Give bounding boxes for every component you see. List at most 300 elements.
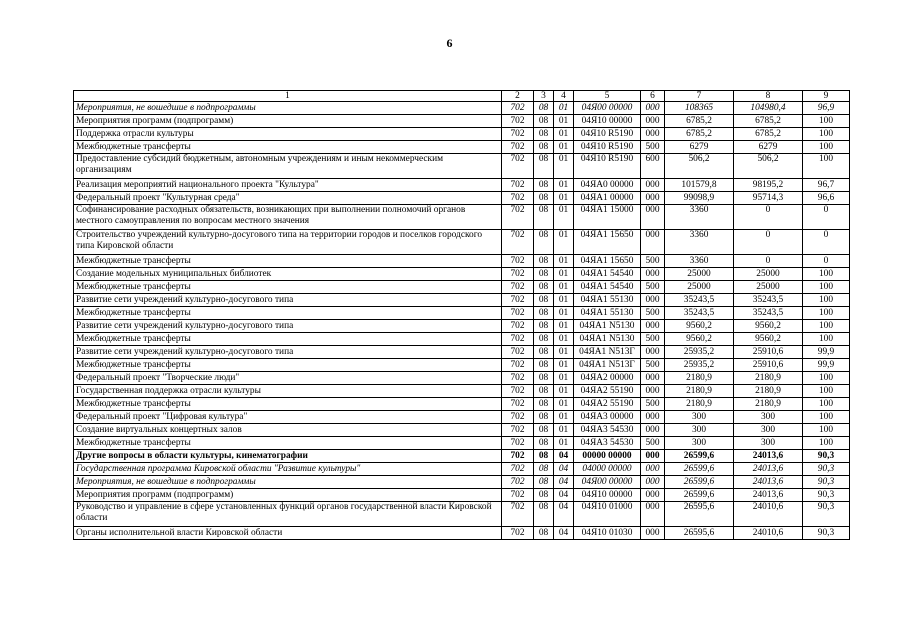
row-ministry-code-cell: 702	[502, 141, 534, 154]
row-target-article-cell: 04Я10 01030	[574, 527, 641, 540]
row-section-cell: 08	[534, 154, 554, 179]
row-ministry-code-cell: 702	[502, 527, 534, 540]
row-expense-type-cell: 000	[641, 385, 665, 398]
row-executed-amount-cell: 9560,2	[734, 333, 803, 346]
row-executed-amount-cell: 0	[734, 255, 803, 268]
row-subsection-cell: 04	[554, 463, 574, 476]
row-expense-type-cell: 000	[641, 268, 665, 281]
row-execution-percent-cell: 100	[803, 294, 850, 307]
row-subsection-cell: 01	[554, 359, 574, 372]
row-expense-type-cell: 000	[641, 102, 665, 115]
row-ministry-code-cell: 702	[502, 268, 534, 281]
row-ministry-code-cell: 702	[502, 476, 534, 489]
row-planned-amount-cell: 26595,6	[665, 527, 734, 540]
row-execution-percent-cell: 90,3	[803, 476, 850, 489]
row-executed-amount-cell: 2180,9	[734, 372, 803, 385]
row-section-cell: 08	[534, 128, 554, 141]
row-expense-type-cell: 500	[641, 255, 665, 268]
row-name-cell: Межбюджетные трансферты	[74, 437, 502, 450]
row-section-cell: 08	[534, 205, 554, 230]
row-executed-amount-cell: 24013,6	[734, 476, 803, 489]
table-row	[74, 128, 850, 141]
table-row	[74, 398, 850, 411]
row-executed-amount-cell: 6785,2	[734, 115, 803, 128]
row-name-cell: Строительство учреждений культурно-досугового типа на территории городов и поселков городского типа Кировской области	[74, 230, 502, 255]
row-ministry-code-cell: 702	[502, 128, 534, 141]
row-target-article-cell: 04ЯА3 54530	[574, 437, 641, 450]
row-executed-amount-cell: 0	[734, 205, 803, 230]
row-target-article-cell: 04Я10 00000	[574, 115, 641, 128]
row-target-article-cell: 04ЯА2 55190	[574, 398, 641, 411]
row-subsection-cell: 01	[554, 154, 574, 179]
row-execution-percent-cell: 0	[803, 205, 850, 230]
table-row	[74, 179, 850, 192]
row-execution-percent-cell: 100	[803, 333, 850, 346]
row-execution-percent-cell: 96,6	[803, 192, 850, 205]
row-section-cell: 08	[534, 307, 554, 320]
row-ministry-code-cell: 702	[502, 346, 534, 359]
row-ministry-code-cell: 702	[502, 115, 534, 128]
row-executed-amount-cell: 2180,9	[734, 398, 803, 411]
row-execution-percent-cell: 100	[803, 281, 850, 294]
row-executed-amount-cell: 6279	[734, 141, 803, 154]
row-section-cell: 08	[534, 385, 554, 398]
row-subsection-cell: 01	[554, 437, 574, 450]
row-execution-percent-cell: 96,7	[803, 179, 850, 192]
row-execution-percent-cell: 96,9	[803, 102, 850, 115]
row-target-article-cell: 04ЯА1 N5130	[574, 333, 641, 346]
table-row	[74, 463, 850, 476]
row-expense-type-cell: 000	[641, 192, 665, 205]
row-section-cell: 08	[534, 372, 554, 385]
table-row	[74, 205, 850, 230]
row-executed-amount-cell: 35243,5	[734, 294, 803, 307]
row-name-cell: Органы исполнительной власти Кировской области	[74, 527, 502, 540]
row-name-cell: Создание модельных муниципальных библиотек	[74, 268, 502, 281]
row-executed-amount-cell: 6785,2	[734, 128, 803, 141]
table-row	[74, 489, 850, 502]
row-subsection-cell: 01	[554, 385, 574, 398]
row-section-cell: 08	[534, 359, 554, 372]
table-row	[74, 307, 850, 320]
row-executed-amount-cell: 104980,4	[734, 102, 803, 115]
row-planned-amount-cell: 9560,2	[665, 333, 734, 346]
row-planned-amount-cell: 26595,6	[665, 502, 734, 527]
row-planned-amount-cell: 25935,2	[665, 346, 734, 359]
row-section-cell: 08	[534, 476, 554, 489]
row-subsection-cell: 01	[554, 115, 574, 128]
table-row	[74, 115, 850, 128]
row-name-cell: Мероприятия, не вошедшие в подпрограммы	[74, 476, 502, 489]
row-execution-percent-cell: 0	[803, 230, 850, 255]
row-target-article-cell: 04ЯА2 00000	[574, 372, 641, 385]
row-target-article-cell: 04ЯА1 15650	[574, 230, 641, 255]
row-name-cell: Руководство и управление в сфере установленных функций органов государственной власти Кировской области	[74, 502, 502, 527]
row-subsection-cell: 01	[554, 102, 574, 115]
row-ministry-code-cell: 702	[502, 333, 534, 346]
row-ministry-code-cell: 702	[502, 255, 534, 268]
row-ministry-code-cell: 702	[502, 385, 534, 398]
row-name-cell: Межбюджетные трансферты	[74, 307, 502, 320]
row-subsection-cell: 01	[554, 179, 574, 192]
row-expense-type-cell: 000	[641, 411, 665, 424]
row-ministry-code-cell: 702	[502, 424, 534, 437]
header-cell: 2	[502, 91, 534, 102]
row-planned-amount-cell: 101579,8	[665, 179, 734, 192]
row-expense-type-cell: 000	[641, 294, 665, 307]
row-section-cell: 08	[534, 294, 554, 307]
row-section-cell: 08	[534, 333, 554, 346]
row-executed-amount-cell: 25910,6	[734, 346, 803, 359]
row-expense-type-cell: 000	[641, 320, 665, 333]
row-subsection-cell: 04	[554, 502, 574, 527]
row-expense-type-cell: 500	[641, 281, 665, 294]
row-executed-amount-cell: 95714,3	[734, 192, 803, 205]
row-section-cell: 08	[534, 527, 554, 540]
row-planned-amount-cell: 6279	[665, 141, 734, 154]
row-subsection-cell: 01	[554, 192, 574, 205]
row-target-article-cell: 00000 00000	[574, 450, 641, 463]
row-execution-percent-cell: 100	[803, 372, 850, 385]
row-ministry-code-cell: 702	[502, 463, 534, 476]
row-name-cell: Межбюджетные трансферты	[74, 398, 502, 411]
row-executed-amount-cell: 300	[734, 411, 803, 424]
row-name-cell: Государственная поддержка отрасли культуры	[74, 385, 502, 398]
row-executed-amount-cell: 24013,6	[734, 489, 803, 502]
row-expense-type-cell: 500	[641, 359, 665, 372]
row-expense-type-cell: 000	[641, 463, 665, 476]
row-section-cell: 08	[534, 502, 554, 527]
table-row	[74, 230, 850, 255]
row-planned-amount-cell: 3360	[665, 255, 734, 268]
row-executed-amount-cell: 35243,5	[734, 307, 803, 320]
row-subsection-cell: 01	[554, 307, 574, 320]
row-planned-amount-cell: 35243,5	[665, 294, 734, 307]
row-planned-amount-cell: 108365	[665, 102, 734, 115]
row-target-article-cell: 04Я00 00000	[574, 102, 641, 115]
row-execution-percent-cell: 100	[803, 411, 850, 424]
row-executed-amount-cell: 9560,2	[734, 320, 803, 333]
row-execution-percent-cell: 90,3	[803, 463, 850, 476]
row-expense-type-cell: 500	[641, 333, 665, 346]
row-planned-amount-cell: 26599,6	[665, 463, 734, 476]
row-subsection-cell: 04	[554, 489, 574, 502]
row-target-article-cell: 04ЯА1 N513Г	[574, 346, 641, 359]
table-row	[74, 476, 850, 489]
row-executed-amount-cell: 98195,2	[734, 179, 803, 192]
row-planned-amount-cell: 300	[665, 411, 734, 424]
row-ministry-code-cell: 702	[502, 294, 534, 307]
row-name-cell: Федеральный проект "Творческие люди"	[74, 372, 502, 385]
row-execution-percent-cell: 90,3	[803, 489, 850, 502]
row-executed-amount-cell: 24010,6	[734, 527, 803, 540]
row-execution-percent-cell: 0	[803, 255, 850, 268]
header-cell: 4	[554, 91, 574, 102]
header-cell: 3	[534, 91, 554, 102]
row-expense-type-cell: 000	[641, 115, 665, 128]
row-target-article-cell: 04ЯА1 15650	[574, 255, 641, 268]
row-name-cell: Межбюджетные трансферты	[74, 333, 502, 346]
row-section-cell: 08	[534, 255, 554, 268]
row-target-article-cell: 04Я10 R5190	[574, 154, 641, 179]
row-subsection-cell: 01	[554, 281, 574, 294]
table-row	[74, 192, 850, 205]
row-planned-amount-cell: 506,2	[665, 154, 734, 179]
row-executed-amount-cell: 506,2	[734, 154, 803, 179]
row-planned-amount-cell: 9560,2	[665, 320, 734, 333]
row-section-cell: 08	[534, 268, 554, 281]
row-planned-amount-cell: 99098,9	[665, 192, 734, 205]
header-cell: 5	[574, 91, 641, 102]
row-execution-percent-cell: 100	[803, 115, 850, 128]
row-ministry-code-cell: 702	[502, 489, 534, 502]
row-execution-percent-cell: 90,3	[803, 502, 850, 527]
table-row	[74, 102, 850, 115]
row-name-cell: Реализация мероприятий национального проекта "Культура"	[74, 179, 502, 192]
table-row	[74, 141, 850, 154]
row-execution-percent-cell: 100	[803, 424, 850, 437]
table-row	[74, 437, 850, 450]
row-ministry-code-cell: 702	[502, 359, 534, 372]
row-ministry-code-cell: 702	[502, 205, 534, 230]
row-target-article-cell: 04ЯА1 N513Г	[574, 359, 641, 372]
row-section-cell: 08	[534, 141, 554, 154]
row-subsection-cell: 01	[554, 268, 574, 281]
row-name-cell: Софинансирование расходных обязательств, возникающих при выполнении полномочий органов местного самоуправления по вопросам местного значения	[74, 205, 502, 230]
row-ministry-code-cell: 702	[502, 230, 534, 255]
page-number: 6	[446, 36, 453, 50]
row-planned-amount-cell: 2180,9	[665, 398, 734, 411]
row-execution-percent-cell: 100	[803, 307, 850, 320]
table-row	[74, 294, 850, 307]
row-ministry-code-cell: 702	[502, 192, 534, 205]
row-section-cell: 08	[534, 281, 554, 294]
row-expense-type-cell: 500	[641, 307, 665, 320]
row-target-article-cell: 04ЯА1 00000	[574, 192, 641, 205]
row-target-article-cell: 04Я10 R5190	[574, 128, 641, 141]
row-expense-type-cell: 000	[641, 205, 665, 230]
row-execution-percent-cell: 100	[803, 385, 850, 398]
table-row	[74, 411, 850, 424]
row-target-article-cell: 04ЯА3 00000	[574, 411, 641, 424]
row-ministry-code-cell: 702	[502, 154, 534, 179]
row-subsection-cell: 01	[554, 141, 574, 154]
row-name-cell: Межбюджетные трансферты	[74, 281, 502, 294]
row-target-article-cell: 04ЯА1 15000	[574, 205, 641, 230]
row-ministry-code-cell: 702	[502, 398, 534, 411]
row-execution-percent-cell: 99,9	[803, 359, 850, 372]
row-executed-amount-cell: 24013,6	[734, 450, 803, 463]
table-row	[74, 281, 850, 294]
row-target-article-cell: 04ЯА1 54540	[574, 268, 641, 281]
table-row	[74, 502, 850, 527]
row-section-cell: 08	[534, 424, 554, 437]
row-name-cell: Федеральный проект "Культурная среда"	[74, 192, 502, 205]
row-target-article-cell: 04ЯА3 54530	[574, 424, 641, 437]
table-row	[74, 154, 850, 179]
row-ministry-code-cell: 702	[502, 450, 534, 463]
table-row	[74, 372, 850, 385]
table-row	[74, 527, 850, 540]
row-expense-type-cell: 500	[641, 437, 665, 450]
row-executed-amount-cell: 25000	[734, 268, 803, 281]
row-execution-percent-cell: 99,9	[803, 346, 850, 359]
row-planned-amount-cell: 3360	[665, 230, 734, 255]
row-planned-amount-cell: 26599,6	[665, 476, 734, 489]
row-section-cell: 08	[534, 346, 554, 359]
row-planned-amount-cell: 25000	[665, 268, 734, 281]
row-expense-type-cell: 000	[641, 346, 665, 359]
row-planned-amount-cell: 25935,2	[665, 359, 734, 372]
table-row	[74, 333, 850, 346]
row-planned-amount-cell: 6785,2	[665, 115, 734, 128]
row-target-article-cell: 04000 00000	[574, 463, 641, 476]
header-cell: 8	[734, 91, 803, 102]
header-cell: 6	[641, 91, 665, 102]
row-section-cell: 08	[534, 411, 554, 424]
row-ministry-code-cell: 702	[502, 411, 534, 424]
row-target-article-cell: 04ЯА1 55130	[574, 307, 641, 320]
row-subsection-cell: 01	[554, 398, 574, 411]
row-subsection-cell: 01	[554, 128, 574, 141]
row-subsection-cell: 01	[554, 372, 574, 385]
row-expense-type-cell: 000	[641, 527, 665, 540]
row-name-cell: Поддержка отрасли культуры	[74, 128, 502, 141]
row-executed-amount-cell: 25000	[734, 281, 803, 294]
row-execution-percent-cell: 100	[803, 128, 850, 141]
row-section-cell: 08	[534, 463, 554, 476]
row-name-cell: Межбюджетные трансферты	[74, 141, 502, 154]
row-planned-amount-cell: 300	[665, 424, 734, 437]
row-execution-percent-cell: 100	[803, 398, 850, 411]
row-executed-amount-cell: 2180,9	[734, 385, 803, 398]
row-target-article-cell: 04ЯА1 54540	[574, 281, 641, 294]
row-target-article-cell: 04Я10 00000	[574, 489, 641, 502]
row-planned-amount-cell: 300	[665, 437, 734, 450]
row-executed-amount-cell: 24010,6	[734, 502, 803, 527]
table-row	[74, 268, 850, 281]
row-target-article-cell: 04ЯА0 00000	[574, 179, 641, 192]
row-section-cell: 08	[534, 192, 554, 205]
row-executed-amount-cell: 300	[734, 424, 803, 437]
row-planned-amount-cell: 2180,9	[665, 372, 734, 385]
row-name-cell: Другие вопросы в области культуры, кинематографии	[74, 450, 502, 463]
row-expense-type-cell: 500	[641, 398, 665, 411]
row-subsection-cell: 04	[554, 476, 574, 489]
table-row	[74, 385, 850, 398]
row-subsection-cell: 01	[554, 411, 574, 424]
row-target-article-cell: 04ЯА1 55130	[574, 294, 641, 307]
row-name-cell: Мероприятия программ (подпрограмм)	[74, 489, 502, 502]
row-planned-amount-cell: 6785,2	[665, 128, 734, 141]
row-ministry-code-cell: 702	[502, 320, 534, 333]
row-executed-amount-cell: 25910,6	[734, 359, 803, 372]
row-executed-amount-cell: 0	[734, 230, 803, 255]
row-subsection-cell: 01	[554, 205, 574, 230]
row-section-cell: 08	[534, 230, 554, 255]
row-ministry-code-cell: 702	[502, 179, 534, 192]
table-body	[74, 91, 850, 540]
row-subsection-cell: 01	[554, 230, 574, 255]
row-target-article-cell: 04ЯА2 55190	[574, 385, 641, 398]
row-planned-amount-cell: 26599,6	[665, 450, 734, 463]
row-execution-percent-cell: 90,3	[803, 527, 850, 540]
row-execution-percent-cell: 100	[803, 437, 850, 450]
header-cell: 9	[803, 91, 850, 102]
row-name-cell: Мероприятия программ (подпрограмм)	[74, 115, 502, 128]
row-name-cell: Развитие сети учреждений культурно-досугового типа	[74, 320, 502, 333]
table-row	[74, 424, 850, 437]
row-planned-amount-cell: 25000	[665, 281, 734, 294]
row-planned-amount-cell: 26599,6	[665, 489, 734, 502]
row-planned-amount-cell: 35243,5	[665, 307, 734, 320]
table-row	[74, 320, 850, 333]
row-executed-amount-cell: 300	[734, 437, 803, 450]
row-expense-type-cell: 500	[641, 141, 665, 154]
row-subsection-cell: 01	[554, 294, 574, 307]
row-expense-type-cell: 000	[641, 372, 665, 385]
row-expense-type-cell: 000	[641, 424, 665, 437]
row-subsection-cell: 04	[554, 450, 574, 463]
row-expense-type-cell: 000	[641, 179, 665, 192]
row-name-cell: Межбюджетные трансферты	[74, 255, 502, 268]
row-name-cell: Создание виртуальных концертных залов	[74, 424, 502, 437]
table-row	[74, 255, 850, 268]
row-subsection-cell: 01	[554, 346, 574, 359]
row-subsection-cell: 01	[554, 320, 574, 333]
row-planned-amount-cell: 3360	[665, 205, 734, 230]
row-subsection-cell: 01	[554, 424, 574, 437]
header-cell: 1	[74, 91, 502, 102]
row-name-cell: Федеральный проект "Цифровая культура"	[74, 411, 502, 424]
row-expense-type-cell: 000	[641, 489, 665, 502]
row-ministry-code-cell: 702	[502, 372, 534, 385]
header-cell: 7	[665, 91, 734, 102]
row-section-cell: 08	[534, 450, 554, 463]
row-target-article-cell: 04Я00 00000	[574, 476, 641, 489]
row-target-article-cell: 04Я10 R5190	[574, 141, 641, 154]
row-target-article-cell: 04Я10 01000	[574, 502, 641, 527]
row-name-cell: Государственная программа Кировской области "Развитие культуры"	[74, 463, 502, 476]
table-row	[74, 450, 850, 463]
row-expense-type-cell: 000	[641, 476, 665, 489]
row-expense-type-cell: 000	[641, 450, 665, 463]
row-section-cell: 08	[534, 320, 554, 333]
column-number-header-row	[74, 91, 850, 102]
row-expense-type-cell: 000	[641, 502, 665, 527]
row-planned-amount-cell: 2180,9	[665, 385, 734, 398]
row-execution-percent-cell: 100	[803, 154, 850, 179]
budget-table	[73, 90, 850, 540]
row-section-cell: 08	[534, 437, 554, 450]
row-name-cell: Межбюджетные трансферты	[74, 359, 502, 372]
row-section-cell: 08	[534, 179, 554, 192]
row-name-cell: Развитие сети учреждений культурно-досугового типа	[74, 294, 502, 307]
row-target-article-cell: 04ЯА1 N5130	[574, 320, 641, 333]
row-ministry-code-cell: 702	[502, 307, 534, 320]
table-row	[74, 346, 850, 359]
row-expense-type-cell: 600	[641, 154, 665, 179]
row-execution-percent-cell: 100	[803, 141, 850, 154]
row-expense-type-cell: 000	[641, 230, 665, 255]
row-execution-percent-cell: 100	[803, 268, 850, 281]
row-section-cell: 08	[534, 115, 554, 128]
row-section-cell: 08	[534, 102, 554, 115]
row-subsection-cell: 01	[554, 255, 574, 268]
row-ministry-code-cell: 702	[502, 502, 534, 527]
row-name-cell: Предоставление субсидий бюджетным, автономным учреждениям и иным некоммерческим организациям	[74, 154, 502, 179]
row-expense-type-cell: 000	[641, 128, 665, 141]
